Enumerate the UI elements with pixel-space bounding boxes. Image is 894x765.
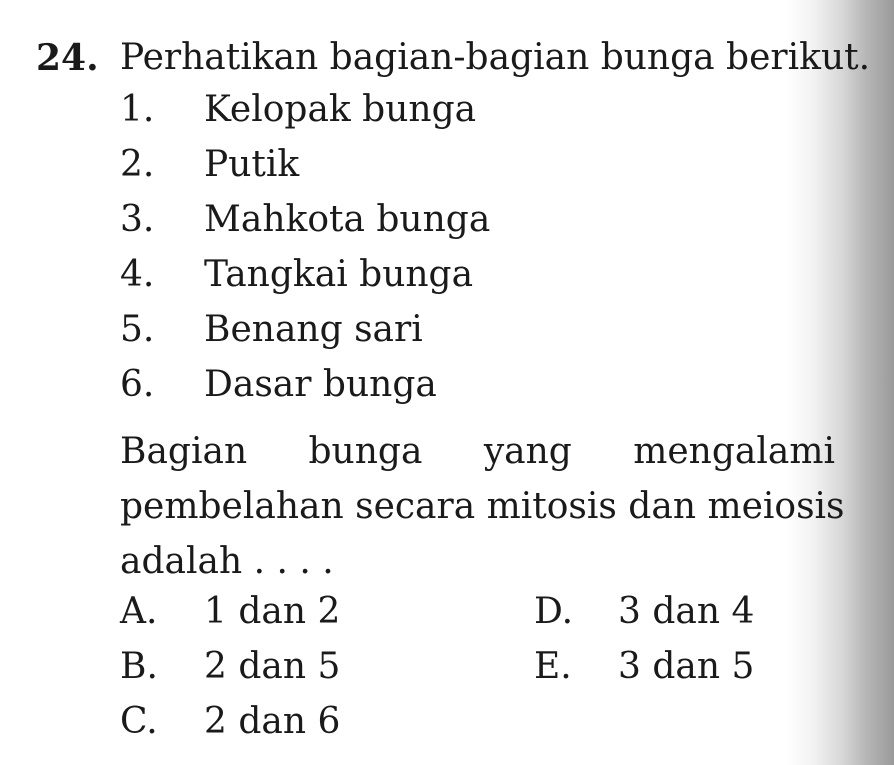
option-letter: C. xyxy=(120,701,158,742)
option-c[interactable] xyxy=(120,700,340,744)
option-letter: D. xyxy=(534,591,574,632)
option-letter: B. xyxy=(120,646,158,687)
prompt-line: adalah . . . . xyxy=(120,541,334,582)
list-item xyxy=(120,143,490,198)
list-item-number: 4. xyxy=(120,254,155,295)
question-stem: Perhatikan bagian-bagian bunga berikut. xyxy=(120,37,871,78)
list-item xyxy=(120,253,490,308)
option-text: 2 dan 5 xyxy=(204,646,341,687)
list-item-number: 6. xyxy=(120,364,155,405)
list-item-label: Benang sari xyxy=(204,309,423,350)
prompt-line: Bagian bunga yang mengalami xyxy=(120,431,835,472)
option-letter: E. xyxy=(534,646,572,687)
option-a[interactable] xyxy=(120,590,340,634)
option-text: 1 dan 2 xyxy=(204,591,341,632)
option-b[interactable] xyxy=(120,645,340,689)
list-item-number: 3. xyxy=(120,199,155,240)
list-item xyxy=(120,363,490,418)
list-item-label: Kelopak bunga xyxy=(204,89,477,130)
option-e[interactable] xyxy=(534,645,754,689)
option-text: 3 dan 4 xyxy=(618,591,755,632)
list-item-label: Dasar bunga xyxy=(204,364,437,405)
list-item-label: Tangkai bunga xyxy=(204,254,474,295)
prompt-line: pembelahan secara mitosis dan meiosis xyxy=(120,486,845,527)
list-item-number: 1. xyxy=(120,89,155,130)
list-item-label: Putik xyxy=(204,144,300,185)
flower-parts-list xyxy=(120,88,490,418)
list-item xyxy=(120,308,490,363)
list-item-label: Mahkota bunga xyxy=(204,199,491,240)
option-letter: A. xyxy=(120,591,158,632)
option-text: 3 dan 5 xyxy=(618,646,755,687)
question-prompt xyxy=(120,424,845,589)
option-d[interactable] xyxy=(534,590,754,634)
question-number: 24. xyxy=(36,37,99,79)
list-item xyxy=(120,88,490,143)
list-item-number: 5. xyxy=(120,309,155,350)
option-text: 2 dan 6 xyxy=(204,701,341,742)
list-item-number: 2. xyxy=(120,144,155,185)
list-item xyxy=(120,198,490,253)
